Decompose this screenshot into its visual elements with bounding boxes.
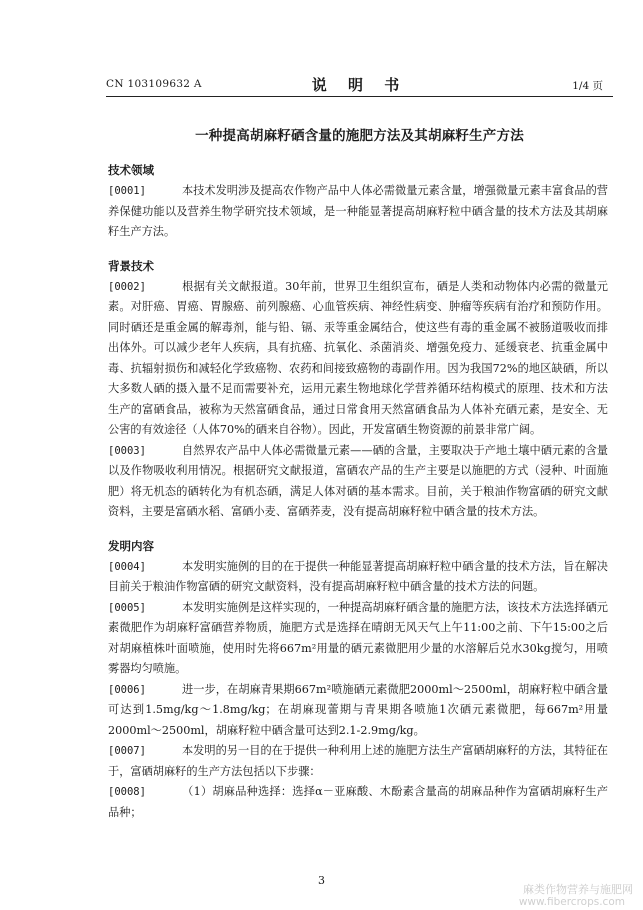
- paragraph-number: [0007]: [108, 745, 146, 757]
- watermark-url: www.fibercrops.com: [518, 896, 625, 908]
- watermark-text: 麻类作物营养与施肥网: [523, 883, 633, 896]
- patent-number: CN 103109632 A: [106, 78, 202, 90]
- paragraph-number: [0002]: [108, 280, 146, 293]
- paragraph: [108, 741, 608, 782]
- paragraph-text: 本技术发明涉及提高农作物产品中人体必需微量元素含量，增强微量元素丰富食品的营养保健功能以及营养生物学研究技术领域，是一种能显著提高胡麻籽粒中硒含量的技术方法及其胡麻籽生产方法。: [108, 184, 608, 238]
- document-type: 说 明 书: [311, 76, 408, 94]
- paragraph-number: [0005]: [108, 601, 146, 614]
- paragraph-text: 本发明实施例是这样实现的，一种提高胡麻籽硒含量的施肥方法，该技术方法选择硒元素微肥作为胡麻籽富硒营养物质，施肥方式是选择在晴朗无风天气上午11:00之前、下午15:00之后对胡麻植株叶面喷施，使用时先将667m²用量的硒元素微肥用少量的水溶解后兑水30kg搅匀，用喷雾器均匀喷施。: [108, 600, 608, 675]
- invention-title: 一种提高胡麻籽硒含量的施肥方法及其胡麻籽生产方法: [195, 128, 524, 144]
- paragraph: [108, 782, 608, 823]
- section-heading: 背景技术: [108, 258, 154, 273]
- section: [108, 256, 608, 523]
- paragraph: [108, 441, 608, 523]
- page-header: [106, 74, 613, 94]
- paragraph-text: （1）胡麻品种选择：选择α－亚麻酸、木酚素含量高的胡麻品种作为富硒胡麻籽生产品种；: [108, 785, 608, 819]
- page-indicator: 1/4 页: [572, 80, 603, 92]
- section-heading: 技术领域: [108, 163, 154, 177]
- description-body: [108, 160, 608, 836]
- paragraph: [108, 557, 608, 598]
- section: [108, 160, 608, 243]
- paragraph-number: [0008]: [108, 786, 146, 798]
- paragraph-text: 自然界农产品中人体必需微量元素——硒的含量，主要取决于产地土壤中硒元素的含量以及作物吸收利用情况。根据研究文献报道，富硒农产品的生产主要是以施肥的方式（浸种、叶面施肥）将无机态的硒转化为有机态硒，满足人体对硒的基本需求。目前，关于粮油作物富硒的研究文献资料，主要是富硒水稻、富硒小麦、富硒荞麦，没有提高胡麻籽粒中硒含量的技术方法。: [108, 443, 608, 518]
- paragraph-text: 本发明的另一目的在于提供一种利用上述的施肥方法生产富硒胡麻籽的方法，其特征在于，富硒胡麻籽的生产方法包括以下步骤：: [108, 744, 608, 778]
- paragraph: [108, 181, 608, 243]
- paragraph: [108, 680, 608, 742]
- paragraph-text: 进一步，在胡麻青果期667m²喷施硒元素微肥2000ml～2500ml，胡麻籽粒中硒含量可达到1.5mg/kg～1.8mg/kg；在胡麻现蕾期与青果期各喷施1次硒元素微肥，每667m²用量2000ml～2500ml，胡麻籽粒中硒含量可达到2.1-2.9mg/kg。: [108, 682, 608, 737]
- paragraph-number: [0001]: [108, 185, 146, 197]
- header-divider: [106, 96, 613, 97]
- section: [108, 536, 608, 824]
- paragraph: [108, 277, 608, 441]
- paragraph-text: 本发明实施例的目的在于提供一种能显著提高胡麻籽粒中硒含量的技术方法，旨在解决目前关于粮油作物富硒的研究文献资料，没有提高胡麻籽粒中硒含量的技术方法的问题。: [108, 559, 608, 593]
- section-heading: 发明内容: [108, 538, 154, 553]
- page-number: 3: [318, 874, 325, 887]
- paragraph-number: [0003]: [108, 444, 146, 457]
- paragraph-number: [0004]: [108, 560, 146, 573]
- paragraph: [108, 598, 608, 680]
- paragraph-number: [0006]: [108, 683, 146, 696]
- paragraph-text: 根据有关文献报道。30年前，世界卫生组织宣布，硒是人类和动物体内必需的微量元素。对肝癌、胃癌、胃腺癌、前列腺癌、心血管疾病、神经性病变、肿瘤等疾病有治疗和预防作用。同时硒还是重金属的解毒剂，能与铅、镉、汞等重金属结合，使这些有毒的重金属不被肠道吸收而排出体外。可以减少老年人疾病，具有抗癌、抗氧化、杀菌消炎、增强免疫力、延缓衰老、抗重金属中毒、抗辐射损伤和减轻化学致癌物、农药和间接致癌物的毒副作用。因为我国72%的地区缺硒，所以大多数人硒的摄入量不足而需要补充，运用元素生物地球化学营养循环结构模式的原理、技术和方法生产的富硒食品，被称为天然富硒食品，通过日常食用天然富硒食品为人体补充硒元素，是安全、无公害的有效途径（人体70%的硒来自谷物）。因此，开发富硒生物资源的前景非常广阔。: [108, 279, 608, 436]
